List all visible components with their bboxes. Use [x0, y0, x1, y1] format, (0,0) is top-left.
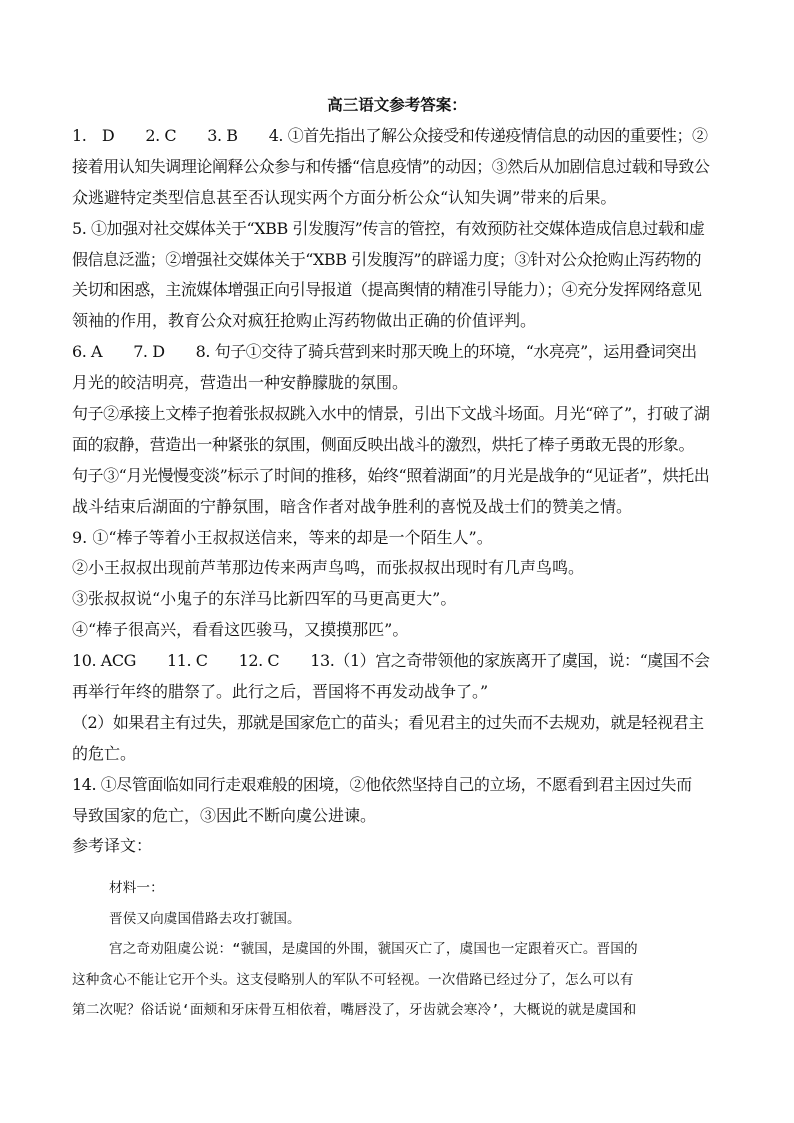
answer-line: ④“棒子很高兴，看看这匹骏马，又摸摸那匹”。: [72, 620, 409, 640]
page-title: 高三语文参考答案：: [327, 95, 467, 114]
answer-line: 再举行年终的腊祭了。此行之后，晋国将不再发动战争了。”: [72, 682, 489, 702]
answer-line: 的危亡。: [72, 743, 137, 763]
translation-line: 材料一：: [109, 880, 164, 896]
answer-line: 导致国家的危亡，③因此不断向虞公进谏。: [72, 805, 377, 825]
answer-line: 战斗结束后湖面的宁静氛围，暗含作者对战争胜利的喜悦及战士们的赞美之情。: [72, 496, 633, 516]
answer-line: 句子②承接上文棒子抱着张叔叔跳入水中的情景，引出下文战斗场面。月光“碎了”，打破了湖: [72, 404, 710, 424]
answer-line: 参考译文：: [72, 836, 153, 856]
answer-line: 14. ①尽管面临如同行走艰难般的困境，②他依然坚持自己的立场，不愿看到君主因过失而: [72, 774, 692, 794]
answer-line: 6. A 7. D 8. 句子①交待了骑兵营到来时那天晚上的环境，“水亮亮”，运用叠词突出: [72, 342, 697, 362]
translation-line: 这种贪心不能让它开个头。这支侵略别人的军队不可轻视。一次借路已经过分了，怎么可以有: [72, 971, 634, 988]
answer-line: ③张叔叔说“小鬼子的东洋马比新四军的马更高更大”。: [72, 589, 457, 609]
translation-line: 宫之奇劝阻虞公说：“虢国，是虞国的外围，虢国灭亡了，虞国也一定跟着灭亡。晋国的: [109, 941, 638, 958]
translation-section: [72, 873, 726, 1026]
answer-line: 句子③“月光慢慢变淡”标示了时间的推移，始终“照着湖面”的月光是战争的“见证者”，烘托出: [72, 465, 710, 485]
answer-line: 月光的皎洁明亮，营造出一种安静朦胧的氛围。: [72, 373, 409, 393]
answer-line: ②小王叔叔出现前芦苇那边传来两声鸟鸣，而张叔叔出现时有几声鸟鸣。: [72, 558, 585, 578]
answer-line: 10. ACG 11. C 12. C 13.（1）宫之奇带领他的家族离开了虞国，说：“虞国不会: [72, 651, 710, 671]
answer-content: [72, 121, 726, 862]
answer-line: 关切和困惑，主流媒体增强正向引导报道（提高舆情的精准引导能力）；④充分发挥网络意见: [72, 280, 702, 300]
translation-line: 晋侯又向虞国借路去攻打虢国。: [109, 910, 301, 927]
answer-line: 领袖的作用，教育公众对疯狂抢购止泻药物做出正确的价值评判。: [72, 311, 537, 331]
answer-line: 假信息泛滥；②增强社交媒体关于“XBB 引发腹泻”的辟谣力度；③针对公众抢购止泻药物的: [72, 249, 702, 269]
answer-line: （2）如果君主有过失，那就是国家危亡的苗头；看见君主的过失而不去规劝，就是轻视君主: [72, 712, 704, 732]
answer-line: 面的寂静，营造出一种紧张的氛围，侧面反映出战斗的激烈，烘托了棒子勇敢无畏的形象。: [72, 434, 695, 454]
translation-line: 第二次呢？俗话说‘面颊和牙床骨互相依着，嘴唇没了，牙齿就会寒冷’，大概说的就是虞国和: [72, 1002, 637, 1019]
answer-line: 1. D 2. C 3. B 4. ①首先指出了解公众接受和传递疫情信息的动因的重要性；②: [72, 126, 708, 145]
answer-line: 5. ①加强对社交媒体关于“XBB 引发腹泻”传言的管控，有效预防社交媒体造成信息过载和虚: [72, 218, 705, 238]
answer-line: 众逃避特定类型信息甚至否认现实两个方面分析公众“认知失调”带来的后果。: [72, 187, 617, 207]
answer-line: 9. ①“棒子等着小王叔叔送信来，等来的却是一个陌生人”。: [72, 527, 493, 547]
answer-line: 接着用认知失调理论阐释公众参与和传播“信息疫情”的动因；③然后从加剧信息过载和导致公: [72, 156, 710, 176]
